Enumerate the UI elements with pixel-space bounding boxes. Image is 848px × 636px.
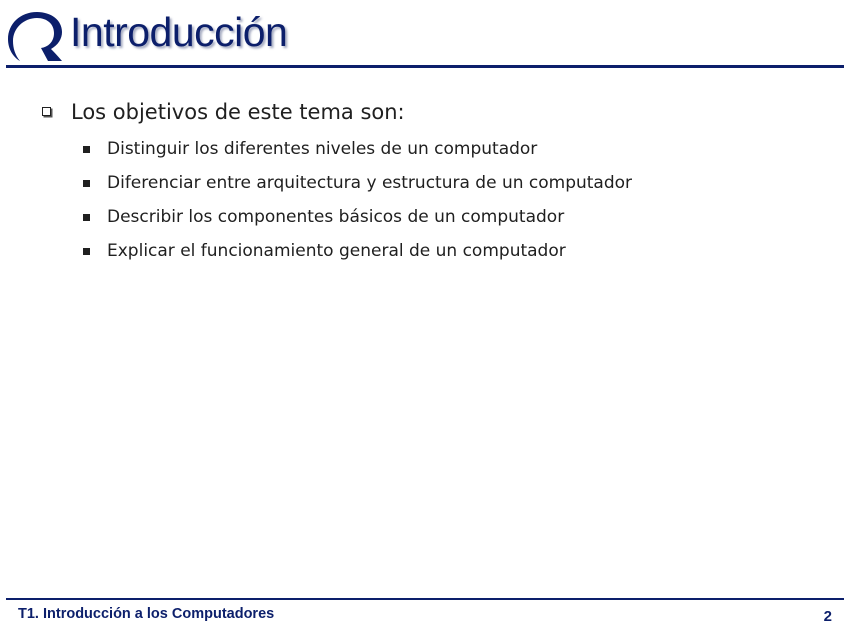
page-number: 2	[823, 608, 832, 625]
square-bullet-icon	[83, 146, 90, 153]
sub-bullet-item	[40, 132, 830, 166]
main-bullet-text: Los objetivos de este tema son:	[71, 100, 405, 124]
sub-bullet-list	[40, 132, 830, 268]
sub-bullet-text: Explicar el funcionamiento general de un computador	[107, 241, 566, 261]
slide-title: Introducción	[70, 9, 288, 55]
square-bullet-icon	[83, 248, 90, 255]
bullet-list	[40, 95, 830, 268]
square-bullet-icon	[83, 180, 90, 187]
title-divider	[6, 65, 844, 68]
checkbox-bullet-icon	[42, 107, 51, 116]
sub-bullet-text: Distinguir los diferentes niveles de un computador	[107, 139, 538, 159]
sub-bullet-text: Diferenciar entre arquitectura y estructura de un computador	[107, 173, 633, 193]
footer-course-title: T1. Introducción a los Computadores	[18, 606, 275, 622]
sub-bullet-text: Describir los componentes básicos de un computador	[107, 207, 565, 227]
main-bullet	[40, 95, 830, 129]
sub-bullet-item	[40, 166, 830, 200]
sub-bullet-item	[40, 200, 830, 234]
institution-logo-icon	[4, 8, 66, 64]
sub-bullet-item	[40, 234, 830, 268]
square-bullet-icon	[83, 214, 90, 221]
footer-divider	[6, 598, 844, 600]
